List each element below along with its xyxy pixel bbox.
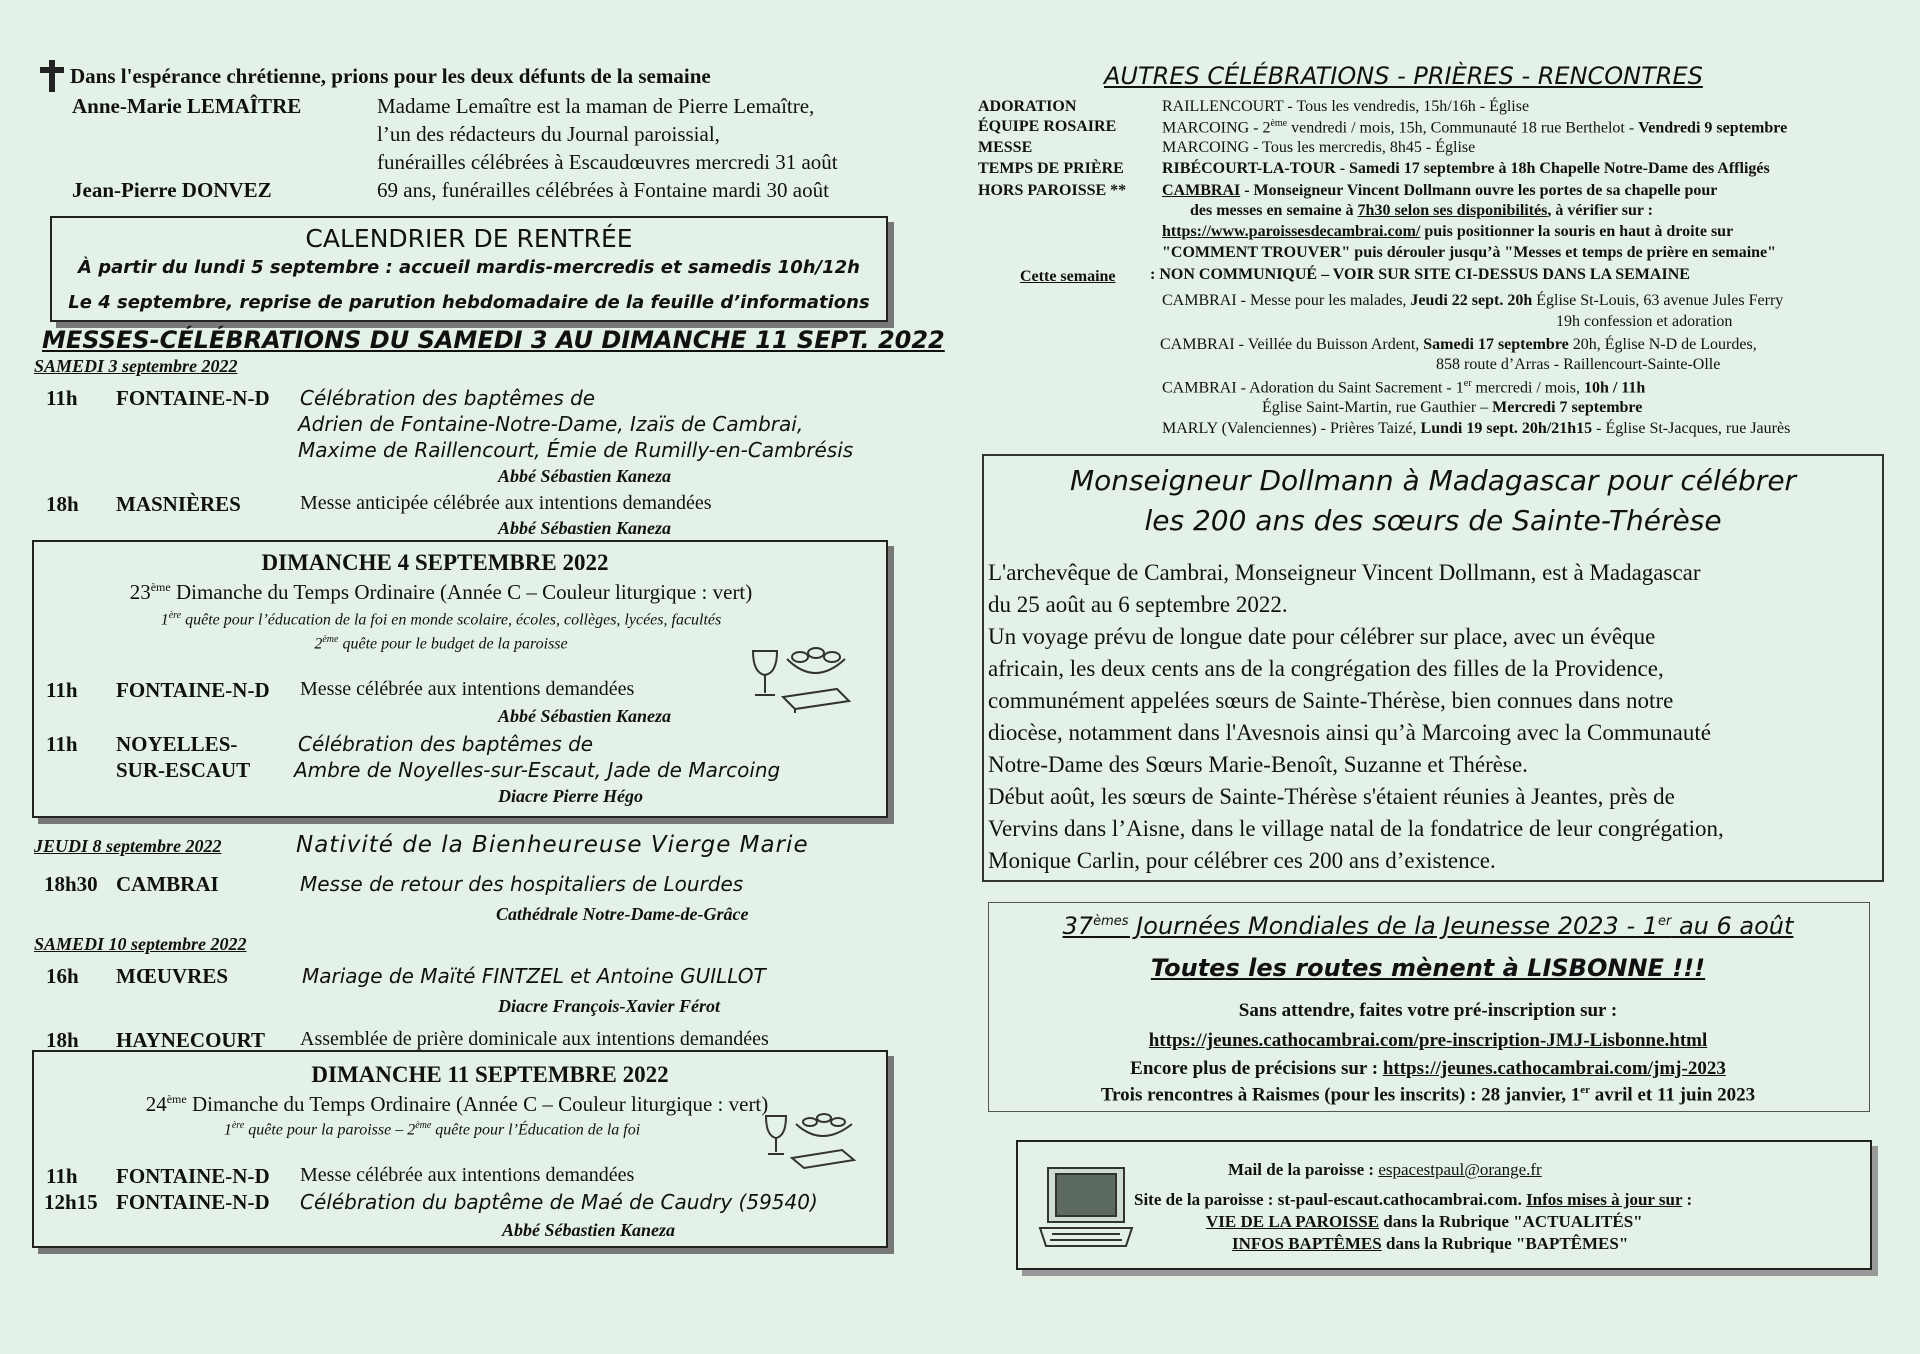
c3-l2a: Église Saint-Martin, rue Gauthier – [1262, 399, 1493, 416]
sam3-e1-celebrant: Abbé Sébastien Kaneza [498, 466, 672, 486]
paroisses-cambrai-link[interactable]: https://www.paroissesdecambrai.com/ [1162, 223, 1421, 240]
dim11-e1-text: Messe célébrée aux intentions demandées [300, 1164, 635, 1186]
sam3-e1-place: FONTAINE-N-D [116, 386, 270, 410]
cambrai-buisson-line-2: 858 route d’Arras - Raillencourt-Sainte-Olle [1436, 356, 1721, 373]
sam3-e1-time: 11h [46, 386, 78, 410]
sam10-e1-text: Mariage de Maïté FINTZEL et Antoine GUILLOT [302, 964, 766, 988]
defunt-2-line-1: 69 ans, funérailles célébrées à Fontaine mardi 30 août [377, 178, 829, 202]
rosaire-date: Vendredi 9 septembre [1638, 119, 1788, 137]
infos-baptemes-link[interactable]: INFOS BAPTÊMES [1232, 1234, 1382, 1253]
defunt-name-1: Anne-Marie LEMAÎTRE [72, 94, 302, 118]
dim4-e1-celebrant: Abbé Sébastien Kaneza [498, 706, 672, 726]
madagascar-title-1: Monseigneur Dollmann à Madagascar pour célébrer [1069, 464, 1797, 497]
dim11-q1-text: quête pour la paroisse – 2 [244, 1121, 416, 1139]
hors-paroisse-l3: puis positionner la souris en haut à droite sur [1420, 223, 1734, 240]
sam10-e1-place: MŒUVRES [116, 964, 229, 988]
dim4-e2-celebrant: Diacre Pierre Hégo [498, 786, 643, 806]
jmj-t-text-2: au 6 août [1671, 912, 1794, 940]
jmj-title [988, 912, 1868, 940]
jmj-t-sup-2: er [1658, 914, 1672, 929]
calendrier-line-2: Le 4 septembre, reprise de parution hebdomadaire de la feuille d’informations [68, 292, 870, 313]
messes-title: MESSES-CÉLÉBRATIONS DU SAMEDI 3 AU DIMANCHE 11 SEPT. 2022 [42, 326, 945, 354]
hors-paroisse-l2c: , à vérifier sur : [1547, 202, 1653, 219]
c3-l2b: Mercredi 7 septembre [1492, 399, 1643, 416]
messe-text: MARCOING - Tous les mercredis, 8h45 - Église [1162, 139, 1476, 156]
dim4-e2-place-2: SUR-ESCAUT [116, 758, 251, 782]
defunt-1-line-2: l’un des rédacteurs du Journal paroissial, [377, 122, 720, 146]
dim11-e2-celebrant: Abbé Sébastien Kaneza [502, 1220, 676, 1240]
rosaire-text-b: vendredi / mois, 15h, Communauté 18 rue Berthelot - [1287, 119, 1639, 137]
dim4-q1-num: 1 [160, 611, 169, 629]
c3-b: mercredi / mois, [1471, 379, 1584, 397]
chalice-bread-icon [745, 635, 855, 715]
chalice-bread-icon [760, 1106, 860, 1172]
sam10-e1-celebrant: Diacre François-Xavier Férot [498, 996, 720, 1016]
sam10-e2-text: Assemblée de prière dominicale aux intentions demandées [300, 1028, 769, 1050]
hors-paroisse-line-1 [1162, 182, 1717, 200]
c1-c: Église St-Louis, 63 avenue Jules Ferry [1532, 292, 1784, 309]
dim4-e2-line-1: Célébration des baptêmes de [298, 732, 594, 756]
jeu8-location: Cathédrale Notre-Dame-de-Grâce [496, 904, 749, 924]
rosaire-sup: ème [1270, 118, 1288, 129]
dim11-e2-text: Célébration du baptême de Maé de Caudry (59540) [300, 1190, 818, 1214]
dim4-title: DIMANCHE 4 SEPTEMBRE 2022 [261, 550, 609, 575]
autres-title: AUTRES CÉLÉBRATIONS - PRIÈRES - RENCONTRES [1104, 62, 1703, 90]
jmj-2023-link[interactable]: https://jeunes.cathocambrai.com/jmj-2023 [1382, 1058, 1726, 1079]
jeu8-place: CAMBRAI [116, 872, 219, 896]
jeu8-time: 18h30 [44, 872, 98, 896]
c3-a: CAMBRAI - Adoration du Saint Sacrement - 1 [1162, 379, 1464, 397]
rosaire-text [1162, 118, 1787, 137]
jmj-l3a: Encore plus de précisions sur : [1130, 1058, 1383, 1079]
dim4-e2-line-2: Ambre de Noyelles-sur-Escaut, Jade de Marcoing [294, 758, 781, 782]
hors-paroisse-line-4: "COMMENT TROUVER" puis dérouler jusqu’à "Messes et temps de prière en semaine" [1162, 244, 1777, 261]
vie-paroisse-rest: dans la Rubrique "ACTUALITÉS" [1379, 1212, 1643, 1231]
hors-paroisse-line-2 [1190, 202, 1653, 220]
c2-c: 20h, Église N-D de Lourdes, [1568, 336, 1757, 353]
madagascar-line: communément appelées sœurs de Sainte-Thérèse, bien connues dans notre [988, 688, 1674, 713]
dim4-q2-text: quête pour le budget de la paroisse [338, 635, 568, 653]
contact-vie-line [1206, 1212, 1643, 1232]
sam3-e1-line-2: Adrien de Fontaine-Notre-Dame, Izaïs de Cambrai, [298, 412, 804, 436]
dim4-e2-place-1: NOYELLES- [116, 732, 238, 756]
sam3-e2-time: 18h [46, 492, 79, 516]
site-colon: : [1682, 1190, 1693, 1209]
hors-paroisse-l2b: 7h30 selon ses disponibilités [1357, 202, 1548, 219]
defunts-title: Dans l'espérance chrétienne, prions pour les deux défunts de la semaine [70, 64, 711, 88]
dim4-sub-text: Dimanche du Temps Ordinaire (Année C – Couleur liturgique : vert) [170, 580, 753, 604]
jmj-line-3 [988, 1058, 1868, 1080]
sam10-e1-time: 16h [46, 964, 79, 988]
adoration-text: RAILLENCOURT - Tous les vendredis, 15h/16h - Église [1162, 98, 1530, 115]
jmj-l4-sup: er [1580, 1084, 1590, 1096]
c3-sup: er [1463, 378, 1472, 389]
sam3-e2-celebrant: Abbé Sébastien Kaneza [498, 518, 672, 538]
dim11-subtitle [32, 1092, 882, 1117]
jeudi-8-date: JEUDI 8 septembre 2022 [34, 836, 222, 856]
jmj-t-num: 37 [1062, 912, 1094, 940]
site-info: Infos mises à jour sur [1526, 1190, 1683, 1209]
dim11-sub-text: Dimanche du Temps Ordinaire (Année C – Couleur liturgique : vert) [186, 1092, 769, 1116]
hors-paroisse-line-3 [1162, 223, 1733, 241]
dim11-sub-num: 24 [145, 1092, 167, 1116]
jmj-subtitle: Toutes les routes mènent à LISBONNE !!! [1150, 954, 1706, 982]
cambrai-malades-line-2: 19h confession et adoration [1556, 313, 1733, 330]
madagascar-line: diocèse, notamment dans l'Avesnois ainsi qu’à Marcoing avec la Communauté [988, 720, 1711, 745]
sam3-e1-line-3: Maxime de Raillencourt, Émie de Rumilly-en-Cambrésis [298, 438, 854, 462]
hors-paroisse-label: HORS PAROISSE ** [978, 182, 1127, 199]
dim4-subtitle [32, 580, 850, 605]
madagascar-line: Notre-Dame des Sœurs Marie-Benoît, Suzanne et Thérèse. [988, 752, 1528, 777]
madagascar-line: Monique Carlin, pour célébrer ces 200 ans d’existence. [988, 848, 1496, 873]
calendrier-line-1: À partir du lundi 5 septembre : accueil mardis-mercredis et samedis 10h/12h [78, 257, 860, 278]
rosaire-text-a: MARCOING - 2 [1162, 119, 1271, 137]
madagascar-line: L'archevêque de Cambrai, Monseigneur Vincent Dollmann, est à Madagascar [988, 560, 1701, 585]
c2-b: Samedi 17 septembre [1423, 336, 1569, 353]
dim4-sub-sup: ème [150, 580, 171, 594]
jeu8-text: Messe de retour des hospitaliers de Lourdes [300, 872, 744, 896]
calendrier-title: CALENDRIER DE RENTRÉE [305, 224, 633, 253]
sam3-e1-line-1: Célébration des baptêmes de [300, 386, 596, 410]
contact-site-line [1134, 1190, 1692, 1210]
madagascar-line: africain, les deux cents ans de la congrégation des filles de la Providence, [988, 656, 1664, 681]
dim4-quete-1 [32, 610, 850, 629]
dim4-q2-num: 2 [314, 635, 323, 653]
dim11-e1-time: 11h [46, 1164, 78, 1188]
dim11-title: DIMANCHE 11 SEPTEMBRE 2022 [311, 1062, 669, 1087]
c4-c: - Église St-Jacques, rue Jaurès [1592, 420, 1791, 437]
dim4-q1-sup: ère [168, 610, 182, 621]
jmj-line-4 [988, 1084, 1868, 1106]
madagascar-line: Début août, les sœurs de Sainte-Thérèse s'étaient réunies à Jeantes, près de [988, 784, 1675, 809]
madagascar-line: Un voyage prévu de longue date pour célébrer sur place, avec un évêque [988, 624, 1656, 649]
defunt-name-2: Jean-Pierre DONVEZ [72, 178, 272, 202]
hors-paroisse-city: CAMBRAI [1162, 182, 1241, 199]
temps-priere-text: RIBÉCOURT-LA-TOUR - Samedi 17 septembre à 18h Chapelle Notre-Dame des Affligés [1162, 160, 1770, 177]
marly-taize [1162, 420, 1790, 438]
adoration-label: ADORATION [978, 98, 1077, 115]
jmj-t-sup: èmes [1093, 914, 1129, 929]
c1-a: CAMBRAI - Messe pour les malades, [1162, 292, 1411, 309]
jmj-l4a: Trois rencontres à Raismes (pour les inscrits) : 28 janvier, 1 [1100, 1084, 1581, 1106]
sam10-e2-time: 18h [46, 1028, 79, 1052]
sam10-e2-place: HAYNECOURT [116, 1028, 266, 1052]
cambrai-adoration-line-2 [1262, 399, 1642, 417]
madagascar-line: Vervins dans l’Aisne, dans le village natal de la fondatrice de leur congrégation, [988, 816, 1724, 841]
dim4-q2-sup: ème [322, 634, 339, 645]
messe-label: MESSE [978, 139, 1033, 156]
dim4-e1-time: 11h [46, 678, 78, 702]
hors-paroisse-l2a: des messes en semaine à [1190, 202, 1358, 219]
computer-icon [1036, 1164, 1136, 1250]
dim4-q1-text: quête pour l’éducation de la foi en monde scolaire, écoles, collèges, lycées, facultés [181, 611, 722, 629]
defunt-1-line-3: funérailles célébrées à Escaudœuvres mercredi 31 août [377, 150, 838, 174]
cette-semaine-text: : NON COMMUNIQUÉ – VOIR SUR SITE CI-DESSUS DANS LA SEMAINE [1150, 266, 1690, 283]
madagascar-title-2: les 200 ans des sœurs de Sainte-Thérèse [1144, 504, 1722, 537]
dim11-sub-sup: ème [166, 1092, 187, 1106]
mail-label: Mail de la paroisse : [1228, 1160, 1379, 1179]
dim11-e1-place: FONTAINE-N-D [116, 1164, 270, 1188]
jmj-line-1: Sans attendre, faites votre pré-inscription sur : [1238, 1000, 1618, 1021]
vie-paroisse-link[interactable]: VIE DE LA PAROISSE [1206, 1212, 1380, 1231]
sam3-e2-text: Messe anticipée célébrée aux intentions demandées [300, 492, 712, 514]
madagascar-line: du 25 août au 6 septembre 2022. [988, 592, 1288, 617]
site-label: Site de la paroisse : st-paul-escaut.cathocambrai.com. [1134, 1190, 1527, 1209]
cambrai-malades [1162, 292, 1783, 310]
dim11-quete [32, 1120, 832, 1139]
cambrai-buisson [1160, 336, 1757, 354]
sam3-e2-place: MASNIÈRES [116, 492, 241, 516]
dim11-q1-sup: ère [231, 1120, 245, 1131]
contact-mail-line [1228, 1160, 1542, 1180]
dim11-q1-num: 1 [223, 1121, 232, 1139]
c2-a: CAMBRAI - Veillée du Buisson Ardent, [1160, 336, 1424, 353]
jeudi-8-feast: Nativité de la Bienheureuse Vierge Marie [296, 832, 809, 858]
jmj-l4b: avril et 11 juin 2023 [1589, 1084, 1756, 1106]
dim11-e2-time: 12h15 [44, 1190, 98, 1214]
cette-semaine-label: Cette semaine [1020, 268, 1116, 285]
defunt-1-line-1: Madame Lemaître est la maman de Pierre Lemaître, [377, 94, 815, 118]
dim11-q1-sup-2: ème [415, 1120, 432, 1131]
madagascar-body [988, 557, 1878, 877]
jmj-preinscription-link[interactable]: https://jeunes.cathocambrai.com/pre-inscription-JMJ-Lisbonne.html [1148, 1030, 1708, 1051]
dim11-q1-text-2: quête pour l’Éducation de la foi [431, 1121, 641, 1139]
dim4-sub-num: 23 [129, 580, 151, 604]
c4-b: Lundi 19 sept. 20h/21h15 [1420, 420, 1593, 437]
cambrai-adoration [1162, 378, 1645, 397]
c4-a: MARLY (Valenciennes) - Prières Taizé, [1162, 420, 1421, 437]
contact-baptemes-line [1232, 1234, 1628, 1254]
mail-link[interactable]: espacestpaul@orange.fr [1378, 1160, 1542, 1179]
temps-priere-label: TEMPS DE PRIÈRE [978, 160, 1124, 177]
dim11-e2-place: FONTAINE-N-D [116, 1190, 270, 1214]
dim4-quete-2 [32, 634, 850, 653]
dim4-e2-time: 11h [46, 732, 78, 756]
cross-icon [38, 58, 66, 94]
c1-b: Jeudi 22 sept. 20h [1410, 292, 1533, 309]
infos-baptemes-rest: dans la Rubrique "BAPTÊMES" [1381, 1234, 1629, 1253]
dim4-e1-place: FONTAINE-N-D [116, 678, 270, 702]
c3-c: 10h / 11h [1583, 379, 1646, 397]
samedi-3-date: SAMEDI 3 septembre 2022 [34, 356, 238, 376]
jmj-t-text: Journées Mondiales de la Jeunesse 2023 - 1 [1128, 912, 1658, 940]
dim4-e1-text: Messe célébrée aux intentions demandées [300, 678, 635, 700]
samedi-10-date: SAMEDI 10 septembre 2022 [34, 934, 247, 954]
hors-paroisse-l1: - Monseigneur Vincent Dollmann ouvre les portes de sa chapelle pour [1240, 182, 1718, 199]
rosaire-label: ÉQUIPE ROSAIRE [978, 118, 1117, 135]
